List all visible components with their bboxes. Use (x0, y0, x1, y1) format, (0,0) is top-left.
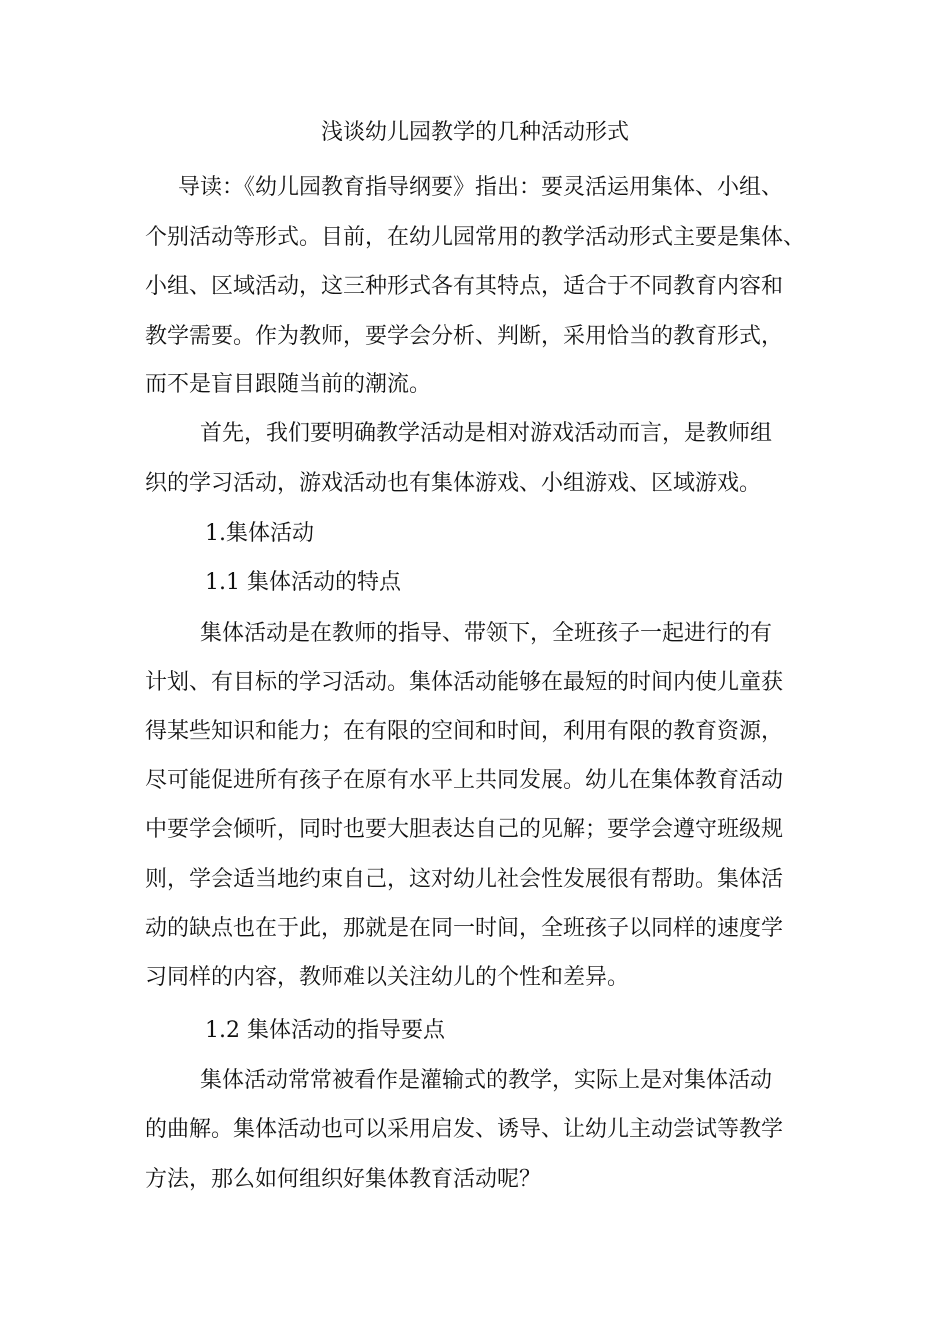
paragraph-line: 集体活动常常被看作是灌输式的教学，实际上是对集体活动 (200, 1068, 773, 1093)
paragraph-line: 的曲解。集体活动也可以采用启发、诱导、让幼儿主动尝试等教学 (145, 1117, 784, 1142)
paragraph-line: 动的缺点也在于此，那就是在同一时间，全班孩子以同样的速度学 (145, 916, 784, 941)
paragraph-line: 尽可能促进所有孩子在原有水平上共同发展。幼儿在集体教育活动 (145, 768, 784, 793)
paragraph-line: 习同样的内容，教师难以关注幼儿的个性和差异。 (145, 965, 630, 990)
paragraph-line: 集体活动是在教师的指导、带领下，全班孩子一起进行的有 (200, 621, 773, 646)
subsection-heading: 1.2 集体活动的指导要点 (205, 1018, 445, 1043)
paragraph-line: 计划、有目标的学习活动。集体活动能够在最短的时间内使儿童获 (145, 670, 784, 695)
paragraph-line: 织的学习活动，游戏活动也有集体游戏、小组游戏、区域游戏。 (145, 471, 762, 496)
paragraph-line: 小组、区域活动，这三种形式各有其特点，适合于不同教育内容和 (145, 274, 784, 299)
paragraph-line: 中要学会倾听，同时也要大胆表达自己的见解；要学会遵守班级规 (145, 817, 784, 842)
subsection-heading: 1.1 集体活动的特点 (205, 570, 401, 595)
paragraph-line: 教学需要。作为教师，要学会分析、判断，采用恰当的教育形式， (145, 324, 784, 349)
document-title: 浅谈幼儿园教学的几种活动形式 (320, 120, 629, 145)
section-heading: 1.集体活动 (205, 521, 314, 546)
paragraph-line: 导读：《幼儿园教育指导纲要》指出：要灵活运用集体、小组、 (178, 175, 784, 200)
paragraph-line: 得某些知识和能力；在有限的空间和时间，利用有限的教育资源， (145, 719, 784, 744)
paragraph-line: 首先，我们要明确教学活动是相对游戏活动而言，是教师组 (200, 421, 773, 446)
paragraph-line: 方法，那么如何组织好集体教育活动呢？ (145, 1167, 542, 1192)
paragraph-line: 个别活动等形式。目前，在幼儿园常用的教学活动形式主要是集体、 (145, 225, 806, 250)
paragraph-line: 而不是盲目跟随当前的潮流。 (145, 372, 432, 397)
paragraph-line: 则，学会适当地约束自己，这对幼儿社会性发展很有帮助。集体活 (145, 867, 784, 892)
